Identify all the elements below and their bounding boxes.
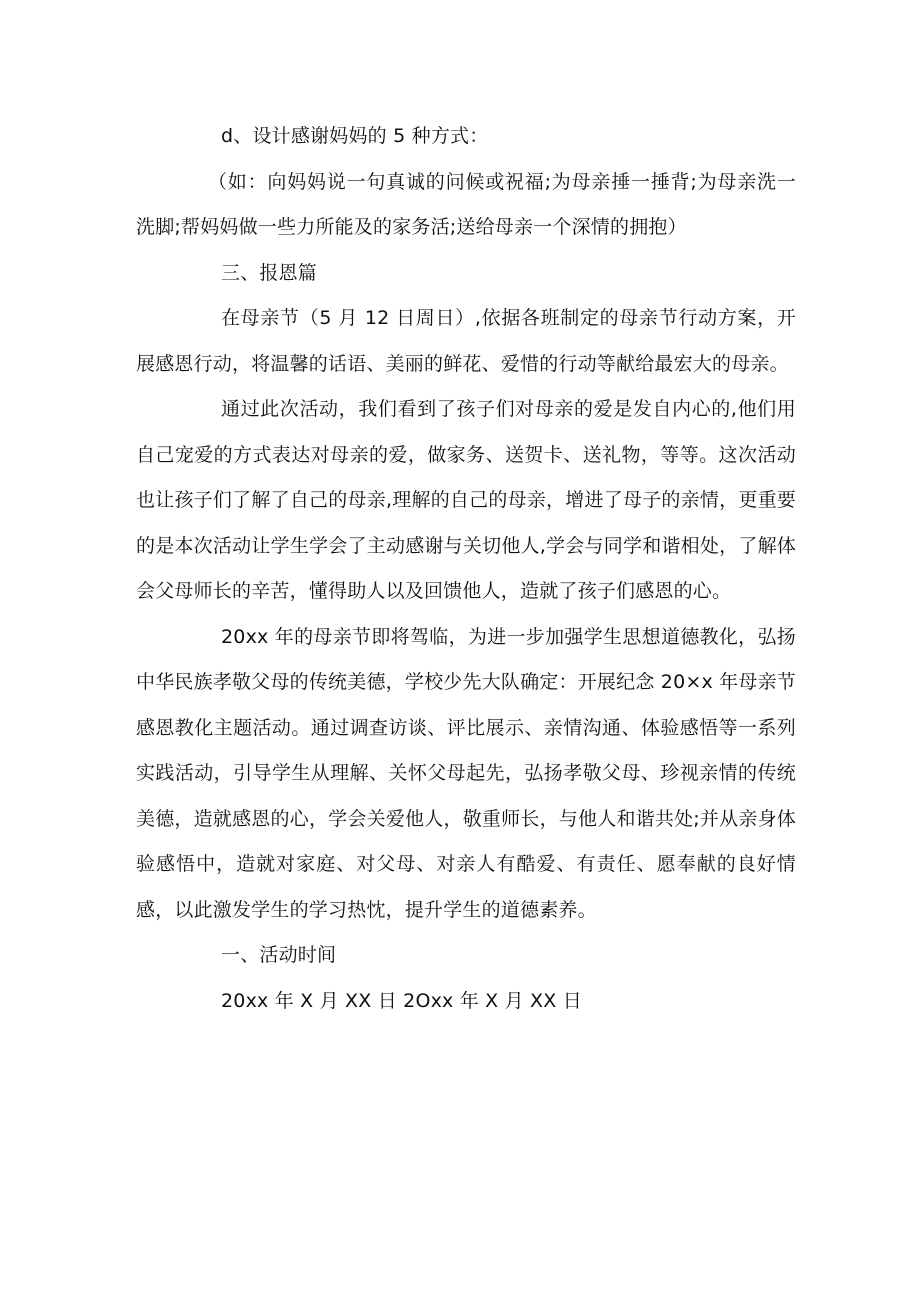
item-heading-thank-mom-ways: d、设计感谢妈妈的 5 种方式： <box>221 125 489 147</box>
section-heading-activity-time: 一、活动时间 <box>221 944 337 966</box>
activity-date-range: 20xx 年 X 月 XX 日 2Oxx 年 X 月 XX 日 <box>221 989 582 1012</box>
section-heading-gratitude: 三、报恩篇 <box>221 261 318 284</box>
example-paragraph: （如：向妈妈说一句真诚的问候或祝福;为母亲捶一捶背;为母亲洗一洗脚;帮妈妈做一些力所能及的家务活;送给母亲一个深情的拥抱） <box>136 170 796 238</box>
mothers-day-action-paragraph: 在母亲节（5 月 12 日周日）,依据各班制定的母亲节行动方案，开展感恩行动，将温馨的话语、美丽的鲜花、爱惜的行动等献给最宏大的母亲。 <box>136 307 796 375</box>
theme-activity-intro-paragraph: 20xx 年的母亲节即将驾临，为进一步加强学生思想道德教化，弘扬中华民族孝敬父母的传统美德，学校少先大队确定：开展纪念 20×x 年母亲节感恩教化主题活动。通过调查访谈、评比展示、亲情沟通、体验感悟等一系列实践活动，引导学生从理解、关怀父母起先，弘扬孝敬父母、珍视亲情的传统美德，造就感恩的心，学会关爱他人，敬重师长，与他人和谐共处;并从亲身体验感悟中，造就对家庭、对父母、对亲人有酷爱、有责任、愿奉献的良好情感，以此激发学生的学习热忱，提升学生的道德素养。 <box>136 625 796 921</box>
activity-reflection-paragraph: 通过此次活动，我们看到了孩子们对母亲的爱是发自内心的,他们用自己宠爱的方式表达对母亲的爱，做家务、送贺卡、送礼物，等等。这次活动也让孩子们了解了自己的母亲,理解的自己的母亲，增进了母子的亲情，更重要的是本次活动让学生学会了主动感谢与关切他人,学会与同学和谐相处，了解体会父母师长的辛苦，懂得助人以及回馈他人，造就了孩子们感恩的心。 <box>136 398 796 602</box>
document-body <box>136 114 796 1024</box>
